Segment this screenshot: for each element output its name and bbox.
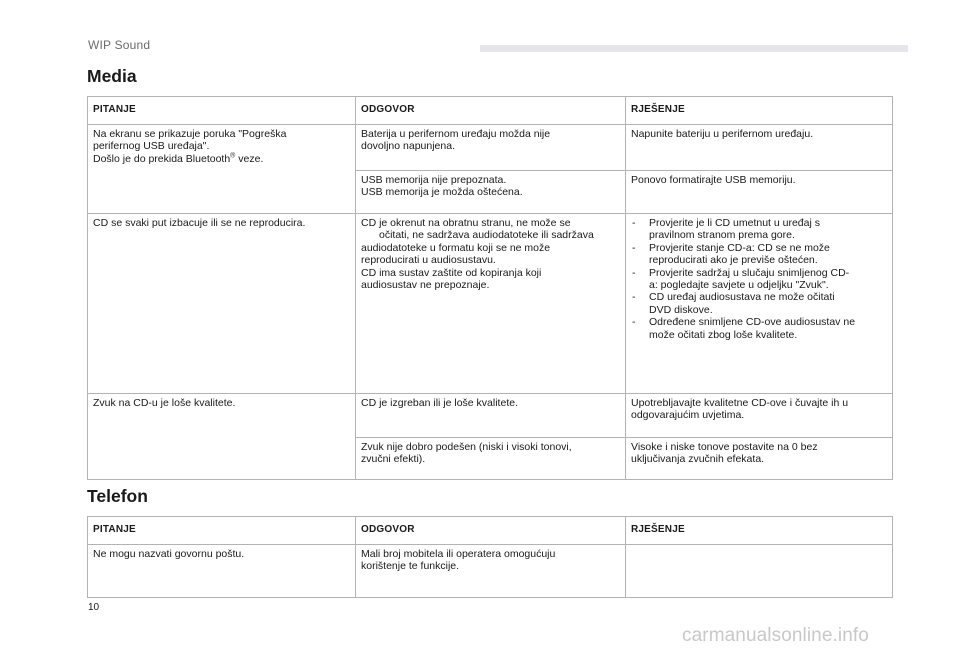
list-item bbox=[631, 316, 887, 341]
watermark[interactable]: carmanualsonline.info bbox=[682, 625, 869, 646]
header-solution: RJEŠENJE bbox=[626, 517, 893, 545]
solution-cell bbox=[626, 214, 893, 394]
answer-line: dovoljno napunjena. bbox=[361, 140, 455, 153]
answer-line: Zvuk nije dobro podešen (niski i visoki tonovi, bbox=[361, 441, 572, 453]
solution-line: uključivanja zvučnih efekata. bbox=[631, 453, 765, 466]
media-table bbox=[87, 96, 893, 480]
solution-cell: Napunite bateriju u perifernom uređaju. bbox=[626, 125, 893, 171]
answer-cell bbox=[356, 545, 626, 598]
answer-line: zvučni efekti). bbox=[361, 453, 426, 466]
answer-line: Baterija u perifernom uređaju možda nije bbox=[361, 128, 551, 140]
answer-cell bbox=[356, 214, 626, 394]
table-row bbox=[88, 545, 893, 598]
solution-line: odgovarajućim uvjetima. bbox=[631, 409, 745, 422]
list-item bbox=[631, 267, 887, 292]
answer-line: CD ima sustav zaštite od kopiranja koji bbox=[361, 266, 542, 279]
media-header-row bbox=[88, 97, 893, 125]
question-cell: CD se svaki put izbacuje ili se ne reproducira. bbox=[88, 214, 356, 394]
list-item-line: - Provjerite sadržaj u slučaju snimljenog CD- bbox=[649, 266, 850, 279]
answer-cell bbox=[356, 125, 626, 171]
question-cell bbox=[88, 125, 356, 214]
question-line-tail: veze. bbox=[235, 152, 264, 165]
list-item bbox=[631, 217, 887, 242]
header-question: PITANJE bbox=[88, 517, 356, 545]
header-bar bbox=[480, 45, 908, 52]
answer-line: USB memorija je možda oštećena. bbox=[361, 186, 523, 199]
solution-cell bbox=[626, 394, 893, 438]
question-cell: Zvuk na CD-u je loše kvalitete. bbox=[88, 394, 356, 480]
answer-line: CD je okrenut na obratnu stranu, ne može se bbox=[361, 217, 571, 229]
list-item-line: pravilnom stranom prema gore. bbox=[649, 229, 795, 242]
solution-cell bbox=[626, 545, 893, 598]
answer-line: audiodatoteke u formatu koji se ne može bbox=[361, 241, 551, 254]
header-solution: RJEŠENJE bbox=[626, 97, 893, 125]
telefon-header-row bbox=[88, 517, 893, 545]
solution-list bbox=[631, 217, 887, 341]
answer-line: USB memorija nije prepoznata. bbox=[361, 174, 507, 186]
list-item-line: a: pogledajte savjete u odjeljku "Zvuk". bbox=[649, 279, 829, 292]
solution-cell: Ponovo formatirajte USB memoriju. bbox=[626, 171, 893, 214]
answer-cell bbox=[356, 438, 626, 480]
list-item-line: - Provjerite stanje CD-a: CD se ne može bbox=[649, 241, 830, 254]
header-question: PITANJE bbox=[88, 97, 356, 125]
telefon-table bbox=[87, 516, 893, 598]
question-line: perifernog USB uređaja". bbox=[93, 140, 210, 153]
list-item-line: - Određene snimljene CD-ove audiosustav ne bbox=[649, 316, 856, 329]
solution-line: Upotrebljavajte kvalitetne CD-ove i čuvajte ih u bbox=[631, 397, 849, 409]
running-header: WIP Sound bbox=[88, 38, 151, 52]
answer-line: korištenje te funkcije. bbox=[361, 560, 460, 573]
list-item-line: - CD uređaj audiosustava ne može očitati bbox=[649, 291, 835, 304]
solution-line: Visoke i niske tonove postavite na 0 bez bbox=[631, 441, 818, 453]
header-answer: ODGOVOR bbox=[356, 517, 626, 545]
header-answer: ODGOVOR bbox=[356, 97, 626, 125]
list-item-line: može očitati zbog loše kvalitete. bbox=[649, 328, 798, 341]
question-line: Na ekranu se prikazuje poruka "Pogreška bbox=[93, 128, 287, 140]
table-row bbox=[88, 125, 893, 171]
list-item bbox=[631, 291, 887, 316]
answer-line: reproducirati u audiosustavu. bbox=[361, 254, 496, 267]
list-item-line: - Provjerite je li CD umetnut u uređaj s bbox=[649, 217, 820, 229]
answer-cell bbox=[356, 171, 626, 214]
answer-line: audiosustav ne prepoznaje. bbox=[361, 279, 490, 292]
solution-cell bbox=[626, 438, 893, 480]
media-section-title: Media bbox=[87, 66, 137, 86]
registered-mark: ® bbox=[230, 152, 236, 160]
answer-cell: CD je izgreban ili je loše kvalitete. bbox=[356, 394, 626, 438]
question-line-text: Došlo je do prekida Bluetooth bbox=[93, 152, 231, 165]
telefon-section-title: Telefon bbox=[87, 486, 148, 506]
list-item-line: reproducirati ako je previše oštećen. bbox=[649, 254, 818, 267]
answer-line: Mali broj mobitela ili operatera omogućuju bbox=[361, 548, 556, 560]
question-line bbox=[93, 153, 350, 165]
table-row bbox=[88, 214, 893, 394]
list-item-line: DVD diskove. bbox=[649, 303, 713, 316]
list-item bbox=[631, 242, 887, 267]
answer-line: očitati, ne sadržava audiodatoteke ili sadržava bbox=[379, 229, 594, 242]
table-row bbox=[88, 394, 893, 438]
question-cell: Ne mogu nazvati govornu poštu. bbox=[88, 545, 356, 598]
page-number: 10 bbox=[88, 602, 100, 613]
